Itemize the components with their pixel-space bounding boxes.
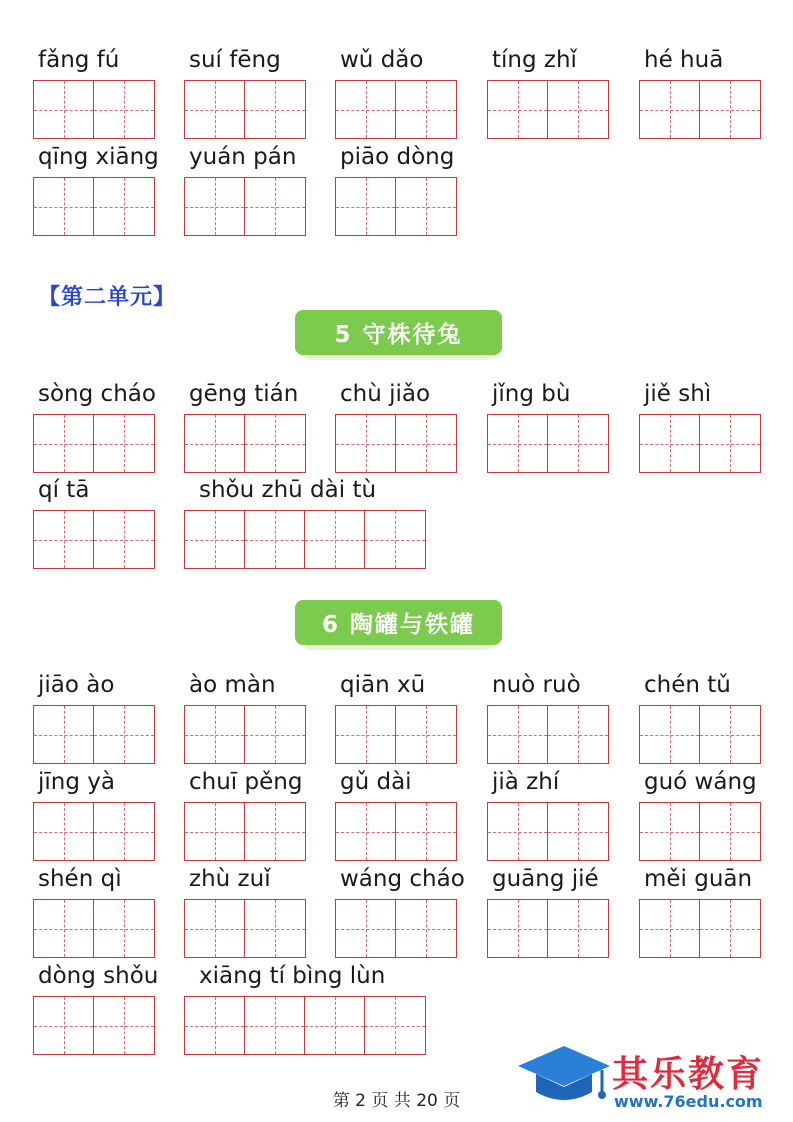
pinyin-label: gēng tián	[189, 381, 299, 407]
writing-grid[interactable]	[335, 899, 457, 958]
writing-grid[interactable]	[184, 802, 306, 861]
tianzige-cell[interactable]	[245, 900, 305, 957]
tianzige-cell[interactable]	[94, 706, 154, 763]
page-footer: 第 2 页 共 20 页	[332, 1091, 461, 1111]
pinyin-label: xiāng tí bìng lùn	[199, 963, 386, 989]
tianzige-cell[interactable]	[245, 706, 305, 763]
tianzige-cell[interactable]	[548, 415, 608, 472]
tianzige-cell[interactable]	[34, 415, 94, 472]
pinyin-label: chù jiǎo	[340, 381, 431, 407]
pinyin-label: qīng xiāng	[38, 144, 159, 170]
pinyin-label: guó wáng	[644, 769, 757, 795]
tianzige-cell[interactable]	[34, 803, 94, 860]
pinyin-label: sòng cháo	[38, 381, 156, 407]
tianzige-cell[interactable]	[34, 997, 94, 1054]
tianzige-cell[interactable]	[94, 900, 154, 957]
tianzige-cell[interactable]	[365, 511, 425, 568]
tianzige-cell[interactable]	[34, 706, 94, 763]
tianzige-cell[interactable]	[34, 178, 94, 235]
writing-grid[interactable]	[335, 177, 457, 236]
pinyin-label: wǔ dǎo	[340, 47, 424, 73]
tianzige-cell[interactable]	[365, 997, 425, 1054]
brand-url: www.76edu.com	[614, 1092, 763, 1111]
tianzige-cell[interactable]	[185, 415, 245, 472]
pinyin-label: piāo dòng	[340, 144, 455, 170]
writing-grid[interactable]	[335, 80, 457, 139]
writing-grid[interactable]	[487, 80, 609, 139]
tianzige-cell[interactable]	[245, 803, 305, 860]
pinyin-label: yuán pán	[189, 144, 297, 170]
tianzige-cell[interactable]	[336, 415, 396, 472]
tianzige-cell[interactable]	[488, 706, 548, 763]
pinyin-label: jǐng bù	[492, 381, 571, 407]
writing-grid[interactable]	[639, 802, 761, 861]
tianzige-cell[interactable]	[548, 81, 608, 138]
writing-grid[interactable]	[33, 996, 155, 1055]
writing-grid[interactable]	[33, 899, 155, 958]
tianzige-cell[interactable]	[185, 900, 245, 957]
tianzige-cell[interactable]	[488, 900, 548, 957]
tianzige-cell[interactable]	[94, 415, 154, 472]
pinyin-label: chuī pěng	[189, 769, 303, 795]
tianzige-cell[interactable]	[700, 706, 760, 763]
writing-grid[interactable]	[33, 414, 155, 473]
tianzige-cell[interactable]	[185, 81, 245, 138]
tianzige-cell[interactable]	[488, 81, 548, 138]
writing-grid[interactable]	[487, 414, 609, 473]
pinyin-label: qiān xū	[340, 672, 426, 698]
tianzige-cell[interactable]	[640, 900, 700, 957]
pinyin-label: jiāo ào	[38, 672, 115, 698]
writing-grid[interactable]	[335, 414, 457, 473]
writing-grid[interactable]	[184, 80, 306, 139]
tianzige-cell[interactable]	[640, 81, 700, 138]
tianzige-cell[interactable]	[336, 900, 396, 957]
writing-grid[interactable]	[33, 802, 155, 861]
pinyin-label: nuò ruò	[492, 672, 581, 698]
pinyin-label: zhù zuǐ	[189, 866, 271, 892]
tianzige-cell[interactable]	[700, 415, 760, 472]
tianzige-cell[interactable]	[185, 706, 245, 763]
writing-grid[interactable]	[639, 705, 761, 764]
tianzige-cell[interactable]	[488, 803, 548, 860]
writing-grid[interactable]	[487, 802, 609, 861]
tianzige-cell[interactable]	[94, 81, 154, 138]
tianzige-cell[interactable]	[336, 706, 396, 763]
pinyin-label: hé huā	[644, 47, 724, 73]
pinyin-label: jīng yà	[38, 769, 115, 795]
tianzige-cell[interactable]	[94, 997, 154, 1054]
tianzige-cell[interactable]	[185, 178, 245, 235]
pinyin-label: jià zhí	[492, 769, 560, 795]
tianzige-cell[interactable]	[640, 803, 700, 860]
pinyin-label: chén tǔ	[644, 672, 731, 698]
writing-grid[interactable]	[33, 177, 155, 236]
tianzige-cell[interactable]	[548, 706, 608, 763]
tianzige-cell[interactable]	[94, 178, 154, 235]
tianzige-cell[interactable]	[548, 900, 608, 957]
pinyin-label: guāng jié	[492, 866, 599, 892]
tianzige-cell[interactable]	[94, 803, 154, 860]
writing-grid[interactable]	[335, 705, 457, 764]
tianzige-cell[interactable]	[700, 900, 760, 957]
lesson-title-banner: 6 陶罐与铁罐	[295, 600, 502, 645]
writing-grid[interactable]	[335, 802, 457, 861]
unit-heading: 【第二单元】	[38, 284, 177, 310]
tianzige-cell[interactable]	[396, 81, 456, 138]
tianzige-cell[interactable]	[396, 803, 456, 860]
pinyin-label: qí tā	[38, 477, 90, 503]
tianzige-cell[interactable]	[640, 415, 700, 472]
pinyin-label: shǒu zhū dài tù	[199, 477, 377, 503]
pinyin-label: dòng shǒu	[38, 963, 159, 989]
tianzige-cell[interactable]	[245, 81, 305, 138]
tianzige-cell[interactable]	[700, 803, 760, 860]
writing-grid[interactable]	[184, 177, 306, 236]
pinyin-label: suí fēng	[189, 47, 281, 73]
pinyin-label: jiě shì	[644, 381, 712, 407]
tianzige-cell[interactable]	[34, 900, 94, 957]
tianzige-cell[interactable]	[396, 178, 456, 235]
tianzige-cell[interactable]	[336, 81, 396, 138]
tianzige-cell[interactable]	[305, 511, 365, 568]
tianzige-cell[interactable]	[185, 997, 245, 1054]
lesson-title-banner: 5 守株待兔	[295, 310, 502, 355]
tianzige-cell[interactable]	[396, 415, 456, 472]
writing-grid[interactable]	[33, 510, 155, 569]
tianzige-cell[interactable]	[185, 803, 245, 860]
tianzige-cell[interactable]	[245, 511, 305, 568]
tianzige-cell[interactable]	[245, 415, 305, 472]
writing-grid[interactable]	[639, 414, 761, 473]
pinyin-label: měi guān	[644, 866, 753, 892]
writing-grid[interactable]	[184, 705, 306, 764]
pinyin-label: wáng cháo	[340, 866, 465, 892]
writing-grid[interactable]	[184, 414, 306, 473]
brand-name: 其乐教育	[612, 1054, 765, 1095]
pinyin-label: fǎng fú	[38, 47, 120, 73]
tianzige-cell[interactable]	[488, 415, 548, 472]
tianzige-cell[interactable]	[305, 997, 365, 1054]
pinyin-label: tíng zhǐ	[492, 47, 577, 73]
graduation-cap-icon	[514, 1040, 614, 1112]
writing-grid[interactable]	[33, 705, 155, 764]
brand-logo	[514, 1040, 786, 1112]
writing-grid[interactable]	[639, 899, 761, 958]
tianzige-cell[interactable]	[94, 511, 154, 568]
tianzige-cell[interactable]	[396, 706, 456, 763]
writing-grid[interactable]	[639, 80, 761, 139]
tianzige-cell[interactable]	[336, 178, 396, 235]
tianzige-cell[interactable]	[396, 900, 456, 957]
tianzige-cell[interactable]	[34, 511, 94, 568]
tianzige-cell[interactable]	[336, 803, 396, 860]
tianzige-cell[interactable]	[700, 81, 760, 138]
writing-grid[interactable]	[487, 899, 609, 958]
pinyin-label: ào màn	[189, 672, 276, 698]
writing-grid[interactable]	[487, 705, 609, 764]
tianzige-cell[interactable]	[245, 997, 305, 1054]
tianzige-cell[interactable]	[548, 803, 608, 860]
writing-grid[interactable]	[184, 510, 426, 569]
tianzige-cell[interactable]	[34, 81, 94, 138]
tianzige-cell[interactable]	[185, 511, 245, 568]
writing-grid[interactable]	[33, 80, 155, 139]
pinyin-label: gǔ dài	[340, 769, 412, 795]
tianzige-cell[interactable]	[640, 706, 700, 763]
pinyin-label: shén qì	[38, 866, 122, 892]
writing-grid[interactable]	[184, 996, 426, 1055]
writing-grid[interactable]	[184, 899, 306, 958]
tianzige-cell[interactable]	[245, 178, 305, 235]
